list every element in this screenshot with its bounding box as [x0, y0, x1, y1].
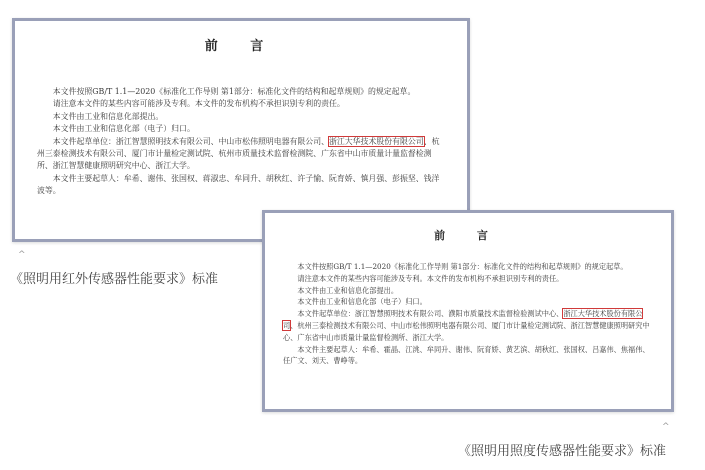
doc-paragraph-drafters — [283, 308, 653, 343]
doc-paragraph: 本文件主要起草人：牟希、谢伟、张国权、蒋淑忠、牟同升、胡秋红、许子愉、阮育娇、慎月强、彭振坚、钱洋波等。 — [37, 173, 440, 196]
drafters-text: 、杭州三泰检测技术有限公司、中山市松伟照明电器有限公司、厦门市计量检定测试院、浙江智慧健康照明研究中心、广东省中山市质量计量监督检测所、浙江大学。 — [283, 320, 650, 342]
caption-illuminance-standard: 《照明用照度传感器性能要求》标准 — [458, 444, 667, 459]
highlighted-company: 浙江大华技术股份有限公司 — [283, 309, 643, 330]
doc-paragraph-drafters — [37, 136, 445, 173]
doc-paragraph: 请注意本文件的某些内容可能涉及专利。本文件的发布机构不承担识别专利的责任。 — [52, 99, 345, 109]
doc-paragraph: 本文件按照GB/T 1.1—2020《标准化工作导则 第1部分：标准化文件的结构和起草规则》的规定起草。 — [297, 262, 628, 271]
drafters-text: 本文件起草单位：浙江智慧照明技术有限公司、中山市松伟照明电器有限公司、 — [52, 136, 329, 146]
highlighted-company: 浙江大华技术股份有限公司 — [328, 136, 424, 146]
caret-icon: ^ — [18, 250, 26, 260]
caption-infrared-standard: 《照明用红外传感器性能要求》标准 — [10, 272, 219, 287]
doc-body — [283, 261, 653, 367]
doc-paragraph: 本文件由工业和信息化部（电子）归口。 — [297, 297, 427, 307]
drafters-text: 本文件起草单位：浙江智慧照明技术有限公司、濮阳市质量技术监督检验测试中心、 — [297, 309, 564, 319]
drafters-text: 、杭州三泰检测技术有限公司、厦门市计量检定测试院、杭州市质量技术监督检测院、广东省中山市质量计量监督检测所、浙江智慧健康照明研究中心、浙江大学。 — [37, 136, 440, 171]
doc-title: 前 言 — [434, 229, 502, 242]
document-image-infrared — [12, 18, 470, 242]
doc-paragraph: 本文件由工业和信息化部提出。 — [52, 111, 164, 121]
doc-title: 前 言 — [204, 39, 278, 54]
doc-paragraph: 本文件由工业和信息化部（电子）归口。 — [52, 124, 195, 134]
doc-body — [37, 86, 445, 198]
doc-paragraph: 本文件按照GB/T 1.1—2020《标准化工作导则 第1部分：标准化文件的结构和起草规则》的规定起草。 — [52, 87, 416, 96]
caret-icon: ^ — [662, 422, 670, 432]
doc-paragraph: 请注意本文件的某些内容可能涉及专利。本文件的发布机构不承担识别专利的责任。 — [297, 273, 564, 283]
doc-paragraph: 本文件主要起草人：牟希、霍晶、江洮、牟同升、谢伟、阮育娇、黄艺滨、胡秋红、张国权、吕嘉伟、焦福伟、任广文、刘天、曹峥等。 — [283, 344, 650, 366]
document-image-illuminance — [262, 210, 674, 412]
doc-paragraph: 本文件由工业和信息化部提出。 — [297, 285, 399, 295]
